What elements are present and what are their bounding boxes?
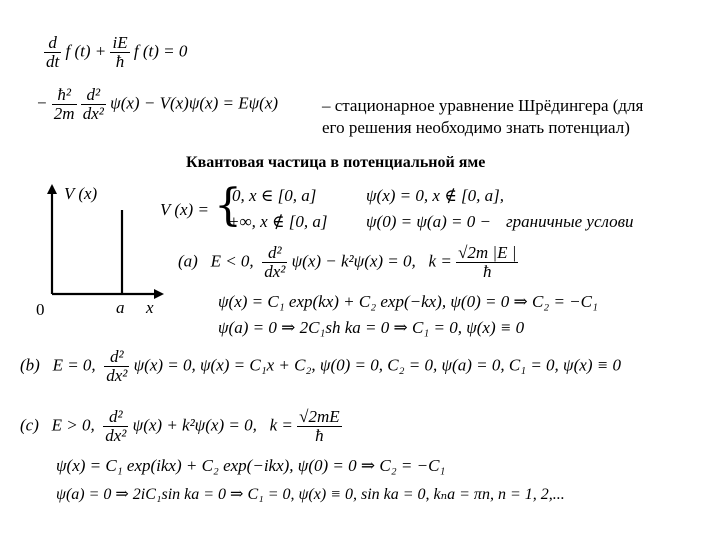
case-c-equation: ψ(x) + k²ψ(x) = 0,: [132, 415, 257, 435]
graph-a-label: a: [116, 298, 125, 317]
case-a-label: (a): [178, 251, 198, 271]
case-b-condition: E = 0,: [52, 355, 96, 375]
case-a-line-3: ψ(a) = 0 ⇒ 2C₁sh ka = 0 ⇒ C₁ = 0, ψ(x) ≡ 0: [218, 318, 525, 337]
case-a-k-num: √2m |E |: [458, 243, 517, 262]
case-a-dx2: dx²: [264, 262, 286, 281]
case-c-label: (c): [20, 415, 39, 435]
two-m: 2m: [53, 104, 75, 123]
case-c-condition: E > 0,: [51, 415, 95, 435]
case-b-label: (b): [20, 355, 40, 375]
stationary-equation: [36, 86, 278, 123]
dt-denominator: dt: [46, 52, 60, 71]
case-a-line-2: ψ(x) = C₁ exp(kx) + C₂ exp(−kx), ψ(0) = 0 ⇒ C₂ = −C₁: [218, 292, 598, 311]
case-c-k-fraction: [297, 408, 342, 445]
x-axis-arrow: [154, 289, 164, 299]
stationary-description-1: – стационарное уравнение Шрёдингера (для: [322, 96, 644, 115]
dx-squared: dx²: [82, 104, 104, 123]
ie-hbar-fraction: [110, 34, 129, 71]
stationary-description-2: его решения необходимо знать потенциал): [322, 118, 630, 137]
hbar2-2m-fraction: [52, 86, 77, 123]
case-b-equation: ψ(x) = 0, ψ(x) = C₁x + C₂, ψ(0) = 0, C₂ = 0, ψ(a) = 0, C₁ = 0, ψ(x) ≡ 0: [133, 355, 621, 375]
case-a-k-den: ħ: [483, 262, 492, 281]
d-squared: d²: [81, 86, 106, 105]
case-a-condition: E < 0,: [210, 251, 254, 271]
boundary-conditions-label: граничные услови: [506, 212, 634, 231]
case-a-line-1: [178, 244, 518, 281]
potential-case-2: +∞, x ∉ [0, a]: [228, 212, 328, 231]
case-a-k-fraction: [456, 244, 518, 281]
case-c-k-den: ħ: [315, 426, 324, 445]
psi-outside: ψ(x) = 0, x ∉ [0, a],: [366, 186, 505, 205]
case-c-line-2: ψ(x) = C₁ exp(ikx) + C₂ exp(−ikx), ψ(0) = 0 ⇒ C₂ = −C₁: [56, 456, 446, 475]
case-a-equation: ψ(x) − k²ψ(x) = 0,: [291, 251, 416, 271]
y-axis-arrow: [47, 184, 57, 194]
d-numerator: d: [44, 34, 61, 53]
f-of-t-term: f (t) +: [65, 41, 107, 61]
case-c-dx2: dx²: [105, 426, 127, 445]
second-derivative-fraction: [81, 86, 106, 123]
case-c-k-lhs: k =: [269, 415, 293, 435]
hbar-squared: ħ²: [52, 86, 77, 105]
d-dt-fraction: [44, 34, 61, 71]
potential-lhs: V (x) =: [160, 200, 209, 219]
potential-case-1: 0, x ∈ [0, a]: [232, 186, 317, 205]
case-c-line-1: [20, 408, 342, 445]
section-heading: Квантовая частица в потенциальной яме: [186, 154, 486, 171]
stationary-rhs: ψ(x) − V(x)ψ(x) = Eψ(x): [110, 93, 279, 113]
case-b-dx2: dx²: [106, 366, 128, 385]
case-a-k-lhs: k =: [428, 251, 452, 271]
time-equation: [44, 34, 187, 71]
case-c-derivative: [103, 408, 128, 445]
case-b-d2: d²: [104, 348, 129, 367]
case-b-line: [20, 348, 621, 385]
case-c-k-num: √2mE: [299, 407, 340, 426]
psi-boundary: ψ(0) = ψ(a) = 0 −: [366, 212, 491, 231]
case-a-derivative: [262, 244, 287, 281]
graph-origin: 0: [36, 300, 45, 319]
graph-xlabel: x: [146, 298, 154, 317]
graph-ylabel: V (x): [64, 184, 98, 203]
minus-sign: −: [36, 93, 48, 113]
ie-numerator: iE: [112, 33, 128, 52]
hbar-denominator: ħ: [115, 52, 125, 71]
case-b-derivative: [104, 348, 129, 385]
potential-brace: {: [214, 180, 242, 231]
f-of-t-equals-zero: f (t) = 0: [133, 41, 188, 61]
case-a-d2: d²: [262, 244, 287, 263]
case-c-d2: d²: [103, 408, 128, 427]
case-c-line-3: ψ(a) = 0 ⇒ 2iC₁sin ka = 0 ⇒ C₁ = 0, ψ(x) ≡ 0, sin ka = 0, kₙa = πn, n = 1, 2,...: [56, 486, 565, 503]
